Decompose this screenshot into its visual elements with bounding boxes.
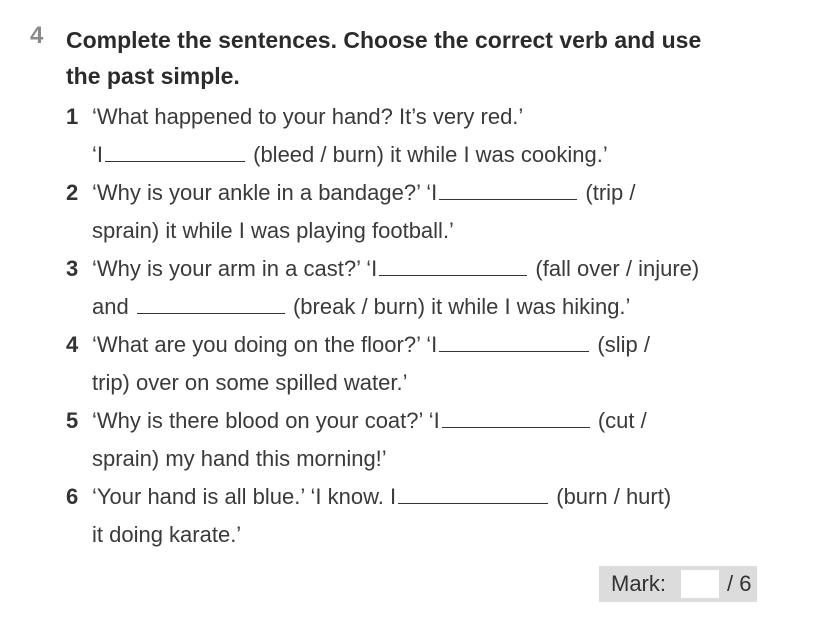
- answer-blank-6[interactable]: [398, 481, 548, 504]
- item-number: 6: [66, 484, 79, 509]
- exercise-item-3: [66, 250, 786, 326]
- answer-blank-4[interactable]: [439, 329, 589, 352]
- item-number: 5: [66, 408, 79, 433]
- item-text: (fall over / injure): [535, 256, 700, 281]
- item-text: (break / burn) it while I was hiking.’: [292, 294, 631, 319]
- item-number: 4: [66, 332, 79, 357]
- exercise-number: 4: [30, 22, 44, 49]
- answer-blank-5[interactable]: [442, 405, 590, 428]
- answer-blank-1[interactable]: [105, 139, 245, 162]
- answer-blank-2[interactable]: [439, 177, 577, 200]
- instructions-line-1: Complete the sentences. Choose the correct verb and use: [66, 27, 702, 53]
- item-text: (slip /: [597, 332, 650, 357]
- item-line: ‘What happened to your hand? It’s very red.’: [92, 104, 524, 129]
- item-line: sprain) my hand this morning!’: [92, 446, 387, 471]
- mark-label: Mark:: [611, 571, 666, 596]
- exercise-item-6: [66, 478, 786, 554]
- item-text: (cut /: [597, 408, 647, 433]
- instructions-line-2: the past simple.: [66, 63, 240, 89]
- item-line: sprain) it while I was playing football.’: [92, 218, 454, 243]
- item-line: trip) over on some spilled water.’: [92, 370, 408, 395]
- exercise-item-1: [66, 98, 786, 174]
- item-text: ‘Your hand is all blue.’ ‘I know. I: [92, 484, 397, 509]
- item-number: 3: [66, 256, 79, 281]
- item-number: 2: [66, 180, 79, 205]
- item-text: ‘Why is your arm in a cast?’ ‘I: [92, 256, 378, 281]
- exercise-item-2: [66, 174, 786, 250]
- item-text: ‘Why is there blood on your coat?’ ‘I: [92, 408, 440, 433]
- answer-blank-3b[interactable]: [137, 291, 285, 314]
- item-text: ‘I: [92, 142, 103, 167]
- item-line: it doing karate.’: [92, 522, 242, 547]
- item-text: and: [92, 294, 129, 319]
- item-text: ‘Why is your ankle in a bandage?’ ‘I: [92, 180, 438, 205]
- mark-total: / 6: [727, 571, 752, 596]
- exercise-item-5: [66, 402, 786, 478]
- mark-score-field[interactable]: [681, 570, 719, 598]
- item-text: (trip /: [585, 180, 636, 205]
- mark-box: [599, 566, 757, 602]
- exercise-instructions: [66, 22, 766, 94]
- item-text: ‘What are you doing on the floor?’ ‘I: [92, 332, 438, 357]
- item-number: 1: [66, 104, 79, 129]
- answer-blank-3a[interactable]: [379, 253, 527, 276]
- item-text: (bleed / burn) it while I was cooking.’: [253, 142, 608, 167]
- item-text: (burn / hurt): [556, 484, 672, 509]
- exercise-item-4: [66, 326, 786, 402]
